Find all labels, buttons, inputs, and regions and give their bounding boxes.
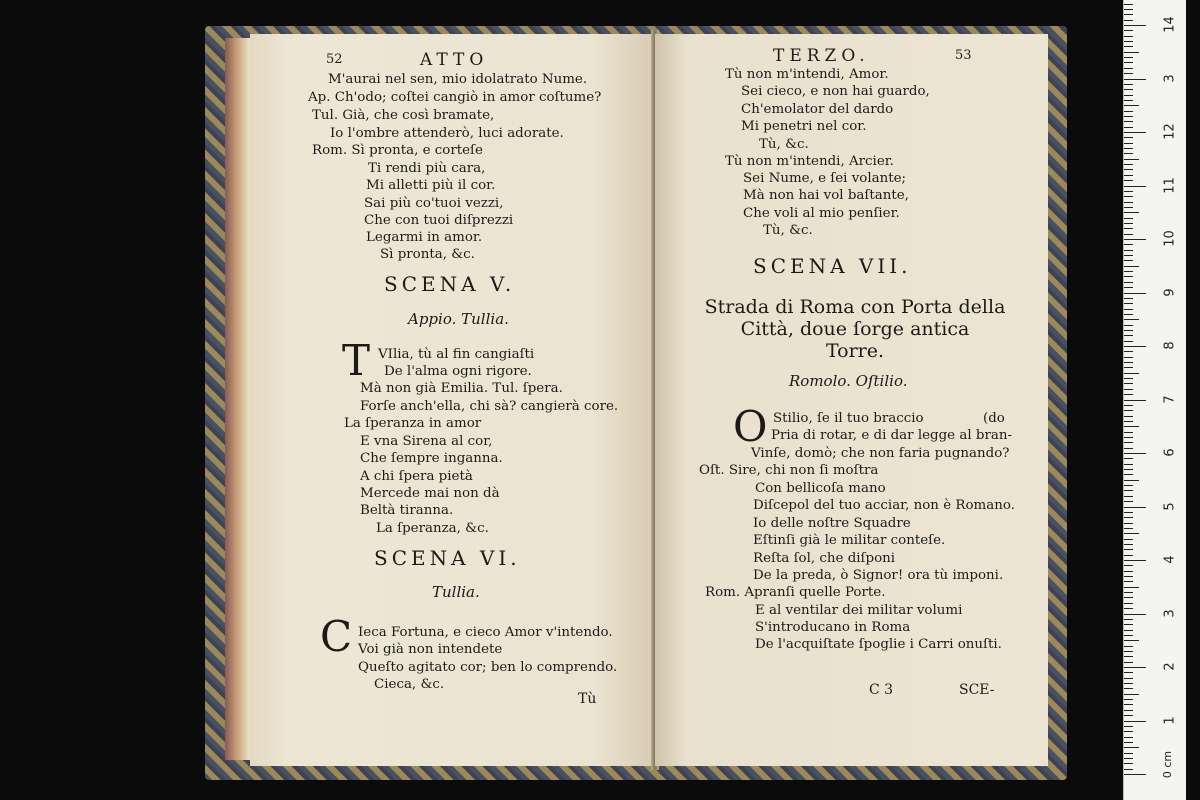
text-line: Ieca Fortuna, e cieco Amor v'intendo. bbox=[358, 625, 613, 640]
ruler-tick bbox=[1124, 437, 1133, 438]
ruler-tick bbox=[1124, 737, 1133, 738]
setting-line: Torre. bbox=[825, 340, 885, 362]
text-line: (do bbox=[983, 411, 1005, 426]
text-line: Che ſempre inganna. bbox=[360, 451, 503, 466]
text-line: Rom. Sì pronta, e corteſe bbox=[312, 143, 483, 158]
ruler-tick bbox=[1124, 549, 1133, 550]
ruler-tick bbox=[1124, 721, 1146, 722]
ruler-tick bbox=[1124, 480, 1139, 481]
text-line: E al ventilar dei militar volumi bbox=[755, 603, 963, 618]
ruler-tick bbox=[1124, 656, 1133, 657]
ruler-tick bbox=[1124, 715, 1133, 716]
ruler-tick bbox=[1124, 587, 1139, 588]
ruler-unit: 0 cm bbox=[1161, 750, 1175, 779]
text-line: Sei Nume, e ſei volante; bbox=[743, 171, 907, 186]
text-line: Mi alletti più il cor. bbox=[366, 178, 496, 193]
ruler-tick bbox=[1124, 597, 1133, 598]
ruler-tick bbox=[1124, 501, 1133, 502]
left-running-head: ATTO bbox=[420, 50, 489, 70]
ruler-tick bbox=[1124, 298, 1133, 299]
ruler-tick bbox=[1124, 137, 1133, 138]
catchword: SCE- bbox=[959, 682, 995, 698]
text-line: Sì pronta, &c. bbox=[380, 247, 475, 262]
ruler-tick bbox=[1124, 367, 1133, 368]
ruler-tick bbox=[1124, 373, 1139, 374]
ruler-tick bbox=[1124, 667, 1146, 668]
ruler-tick bbox=[1124, 266, 1139, 267]
text-line: De la preda, ò Signor! ora tù imponi. bbox=[753, 568, 1004, 583]
ruler-tick bbox=[1124, 416, 1133, 417]
ruler-tick bbox=[1124, 303, 1133, 304]
ruler-tick bbox=[1124, 111, 1133, 112]
text-line: Queſto agitato cor; ben lo comprendo. bbox=[358, 660, 618, 675]
ruler-tick bbox=[1124, 153, 1133, 154]
ruler-tick bbox=[1124, 571, 1133, 572]
text-line: De l'acquiſtate ſpoglie i Carri onuſti. bbox=[755, 637, 1002, 652]
text-line: Mà non già Emilia. Tul. ſpera. bbox=[360, 381, 563, 396]
text-line: Sai più co'tuoi vezzi, bbox=[364, 196, 504, 211]
ruler-tick bbox=[1124, 742, 1133, 743]
ruler-tick bbox=[1124, 121, 1133, 122]
ruler-number: 8 bbox=[1162, 341, 1178, 350]
ruler-tick bbox=[1124, 704, 1133, 705]
ruler-tick bbox=[1124, 105, 1139, 106]
signature-mark: C 3 bbox=[869, 682, 894, 698]
scene-persons: Appio. Tullia. bbox=[408, 310, 509, 328]
ruler-tick bbox=[1124, 688, 1133, 689]
ruler-tick bbox=[1124, 14, 1133, 15]
ruler-tick bbox=[1124, 560, 1146, 561]
ruler-tick bbox=[1124, 62, 1133, 63]
text-line: Sei cieco, e non hai guardo, bbox=[741, 84, 930, 99]
text-line: Mà non hai vol baſtante, bbox=[743, 188, 909, 203]
ruler-tick bbox=[1124, 624, 1133, 625]
ruler-tick bbox=[1124, 250, 1133, 251]
scene-title: SCENA VII. bbox=[753, 254, 912, 278]
text-line: Beltà tiranna. bbox=[360, 503, 454, 518]
right-page bbox=[655, 34, 1048, 766]
ruler-tick bbox=[1124, 46, 1133, 47]
measuring-ruler bbox=[1123, 0, 1186, 800]
ruler-tick bbox=[1124, 276, 1133, 277]
ruler-tick bbox=[1124, 758, 1133, 759]
ruler-tick bbox=[1124, 678, 1133, 679]
text-line: Stilio, ſe il tuo braccio bbox=[773, 411, 924, 426]
ruler-number: 3 bbox=[1162, 608, 1178, 618]
ruler-tick bbox=[1124, 496, 1133, 497]
ruler-tick bbox=[1124, 683, 1133, 684]
ruler-tick bbox=[1124, 576, 1133, 577]
ruler-number: 4 bbox=[1162, 555, 1178, 564]
ruler-tick bbox=[1124, 260, 1133, 261]
ruler-tick bbox=[1124, 351, 1133, 352]
text-line: Tù, &c. bbox=[763, 223, 813, 238]
ruler-tick bbox=[1124, 774, 1146, 775]
ruler-tick bbox=[1124, 630, 1133, 631]
text-line: Io delle noſtre Squadre bbox=[753, 516, 911, 531]
text-line: Ti rendi più cara, bbox=[368, 161, 486, 176]
ruler-tick bbox=[1124, 132, 1146, 133]
ruler-tick bbox=[1124, 469, 1133, 470]
ruler-tick bbox=[1124, 271, 1133, 272]
text-line: Che voli al mio penſier. bbox=[743, 206, 900, 221]
ruler-tick bbox=[1124, 95, 1133, 96]
ruler-tick bbox=[1124, 539, 1133, 540]
ruler-tick bbox=[1124, 20, 1133, 21]
text-line: Oſt. Sire, chi non ſi moſtra bbox=[699, 463, 879, 478]
ruler-tick bbox=[1124, 699, 1133, 700]
ruler-tick bbox=[1124, 84, 1133, 85]
text-line: Pria di rotar, e di dar legge al bran- bbox=[771, 428, 1012, 443]
ruler-tick bbox=[1124, 753, 1133, 754]
ruler-tick bbox=[1124, 175, 1133, 176]
ruler-tick bbox=[1124, 89, 1133, 90]
text-line: Eſtinſi già le militar conteſe. bbox=[753, 533, 946, 548]
ruler-tick bbox=[1124, 79, 1146, 80]
ruler-tick bbox=[1124, 30, 1133, 31]
ruler-tick bbox=[1124, 747, 1139, 748]
ruler-number: 14 bbox=[1162, 16, 1178, 33]
ruler-tick bbox=[1124, 180, 1133, 181]
ruler-tick bbox=[1124, 202, 1133, 203]
ruler-tick bbox=[1124, 512, 1133, 513]
text-line: M'aurai nel sen, mio idolatrato Nume. bbox=[328, 72, 588, 87]
text-line: Ch'emolator del dardo bbox=[741, 102, 894, 117]
ruler-tick bbox=[1124, 421, 1133, 422]
ruler-number: 10 bbox=[1162, 230, 1178, 247]
ruler-tick bbox=[1124, 517, 1133, 518]
ruler-tick bbox=[1124, 383, 1133, 384]
scene-setting bbox=[695, 296, 1015, 362]
text-line: S'introducano in Roma bbox=[755, 620, 911, 635]
ruler-tick bbox=[1124, 127, 1133, 128]
ruler-tick bbox=[1124, 694, 1139, 695]
ruler-number: 9 bbox=[1162, 287, 1178, 297]
ruler-tick bbox=[1124, 255, 1133, 256]
text-line: Cieca, &c. bbox=[374, 677, 445, 692]
ruler-tick bbox=[1124, 533, 1139, 534]
ruler-tick bbox=[1124, 555, 1133, 556]
ruler-tick bbox=[1124, 244, 1133, 245]
text-line: Tul. Già, che così bramate, bbox=[312, 108, 495, 123]
ruler-tick bbox=[1124, 73, 1133, 74]
right-running-head: TERZO. bbox=[773, 46, 870, 66]
ruler-tick bbox=[1124, 143, 1133, 144]
ruler-tick bbox=[1124, 464, 1133, 465]
text-line: Tù non m'intendi, Arcier. bbox=[725, 154, 894, 169]
ruler-tick bbox=[1124, 282, 1133, 283]
ruler-tick bbox=[1124, 646, 1133, 647]
ruler-tick bbox=[1124, 41, 1133, 42]
ruler-tick bbox=[1124, 490, 1133, 491]
ruler-tick bbox=[1124, 25, 1146, 26]
ruler-tick bbox=[1124, 212, 1139, 213]
ruler-tick bbox=[1124, 763, 1133, 764]
ruler-tick bbox=[1124, 319, 1139, 320]
ruler-number: 11 bbox=[1162, 176, 1178, 194]
ruler-tick bbox=[1124, 581, 1133, 582]
ruler-tick bbox=[1124, 335, 1133, 336]
ruler-tick bbox=[1124, 362, 1133, 363]
ruler-tick bbox=[1124, 346, 1146, 347]
ruler-tick bbox=[1124, 614, 1146, 615]
text-line: Mercede mai non dà bbox=[360, 486, 500, 501]
text-line: Mi penetri nel cor. bbox=[741, 119, 867, 134]
text-line: Voi già non intendete bbox=[358, 642, 503, 657]
ruler-tick bbox=[1124, 608, 1133, 609]
text-line: Tù, &c. bbox=[759, 137, 809, 152]
ruler-tick bbox=[1124, 68, 1133, 69]
ruler-tick bbox=[1124, 592, 1133, 593]
ruler-tick bbox=[1124, 710, 1133, 711]
ruler-tick bbox=[1124, 116, 1133, 117]
ruler-number: 5 bbox=[1162, 501, 1178, 511]
ruler-tick bbox=[1124, 52, 1139, 53]
text-line: Ap. Ch'odo; coſtei cangiò in amor coſtume? bbox=[308, 90, 602, 105]
ruler-tick bbox=[1124, 726, 1133, 727]
ruler-tick bbox=[1124, 330, 1133, 331]
ruler-tick bbox=[1124, 100, 1133, 101]
ruler-tick bbox=[1124, 474, 1133, 475]
ruler-tick bbox=[1124, 485, 1133, 486]
ruler-tick bbox=[1124, 293, 1146, 294]
ruler-tick bbox=[1124, 651, 1133, 652]
scene-title: SCENA V. bbox=[384, 272, 516, 296]
text-line: Con bellicoſa mano bbox=[755, 481, 886, 496]
ruler-tick bbox=[1124, 207, 1133, 208]
ruler-tick bbox=[1124, 169, 1133, 170]
ruler-tick bbox=[1124, 528, 1133, 529]
catchword: Tù bbox=[578, 691, 597, 707]
ruler-number: 1 bbox=[1162, 715, 1178, 725]
ruler-tick bbox=[1124, 4, 1133, 5]
ruler-tick bbox=[1124, 507, 1146, 508]
text-line: Rom. Apranſi quelle Porte. bbox=[705, 585, 886, 600]
ruler-tick bbox=[1124, 196, 1133, 197]
ruler-tick bbox=[1124, 432, 1133, 433]
ruler-number: 3 bbox=[1162, 73, 1178, 83]
ruler-tick bbox=[1124, 394, 1133, 395]
ruler-tick bbox=[1124, 378, 1133, 379]
ruler-tick bbox=[1124, 389, 1133, 390]
ruler-tick bbox=[1124, 544, 1133, 545]
text-line: Vinſe, domò; che non faria pugnando? bbox=[751, 446, 1010, 461]
left-page-number: 52 bbox=[326, 52, 343, 67]
ruler-tick bbox=[1124, 57, 1133, 58]
text-line: Io l'ombre attenderò, luci adorate. bbox=[330, 126, 564, 141]
ruler-tick bbox=[1124, 234, 1133, 235]
text-line: Forſe anch'ella, chi sà? cangierà core. bbox=[360, 399, 619, 414]
text-line: VIlia, tù al fin cangiaſti bbox=[378, 347, 535, 362]
ruler-tick bbox=[1124, 309, 1133, 310]
ruler-tick bbox=[1124, 453, 1146, 454]
ruler-number: 12 bbox=[1162, 123, 1178, 140]
ruler-tick bbox=[1124, 186, 1146, 187]
text-line: La ſperanza, &c. bbox=[376, 521, 489, 536]
ruler-tick bbox=[1124, 731, 1133, 732]
setting-line: Città, doue ſorge antica bbox=[740, 318, 970, 340]
ruler-tick bbox=[1124, 218, 1133, 219]
left-page bbox=[250, 34, 653, 766]
ruler-tick bbox=[1124, 442, 1133, 443]
ruler-tick bbox=[1124, 769, 1133, 770]
text-line: A chi ſpera pietà bbox=[360, 469, 473, 484]
ruler-tick bbox=[1124, 603, 1133, 604]
scene-persons: Tullia. bbox=[432, 583, 480, 601]
drop-cap: T bbox=[342, 336, 371, 385]
ruler-tick bbox=[1124, 672, 1133, 673]
ruler-tick bbox=[1124, 426, 1139, 427]
ruler-tick bbox=[1124, 148, 1133, 149]
ruler-tick bbox=[1124, 159, 1139, 160]
ruler-tick bbox=[1124, 635, 1133, 636]
text-line: Legarmi in amor. bbox=[366, 230, 483, 245]
scene-title: SCENA VI. bbox=[374, 546, 521, 570]
ruler-tick bbox=[1124, 619, 1133, 620]
drop-cap: O bbox=[733, 402, 768, 451]
text-line: Che con tuoi diſprezzi bbox=[364, 213, 514, 228]
ruler-tick bbox=[1124, 400, 1146, 401]
ruler-tick bbox=[1124, 341, 1133, 342]
right-page-number: 53 bbox=[955, 48, 972, 63]
ruler-tick bbox=[1124, 287, 1133, 288]
drop-cap: C bbox=[320, 612, 353, 661]
ruler-tick bbox=[1124, 357, 1133, 358]
setting-line: Strada di Roma con Porta della bbox=[704, 296, 1006, 318]
ruler-tick bbox=[1124, 405, 1133, 406]
text-line: E vna Sirena al cor, bbox=[360, 434, 493, 449]
text-line: De l'alma ogni rigore. bbox=[384, 364, 532, 379]
ruler-tick bbox=[1124, 448, 1133, 449]
ruler-tick bbox=[1124, 228, 1133, 229]
ruler-tick bbox=[1124, 314, 1133, 315]
ruler-tick bbox=[1124, 325, 1133, 326]
ruler-number: 6 bbox=[1162, 448, 1178, 457]
text-line: Diſcepol del tuo acciar, non è Romano. bbox=[753, 498, 1015, 513]
ruler-number: 2 bbox=[1162, 662, 1178, 671]
ruler-tick bbox=[1124, 223, 1133, 224]
ruler-tick bbox=[1124, 9, 1133, 10]
ruler-tick bbox=[1124, 458, 1133, 459]
ruler-tick bbox=[1124, 523, 1133, 524]
ruler-number: 7 bbox=[1162, 394, 1178, 404]
ruler-tick bbox=[1124, 36, 1133, 37]
ruler-tick bbox=[1124, 640, 1139, 641]
ruler-tick bbox=[1124, 565, 1133, 566]
text-line: Reſta ſol, che diſponi bbox=[753, 551, 896, 566]
text-line: Tù non m'intendi, Amor. bbox=[725, 67, 889, 82]
ruler-tick bbox=[1124, 662, 1133, 663]
scene-persons: Romolo. Oſtilio. bbox=[789, 372, 908, 390]
ruler-tick bbox=[1124, 164, 1133, 165]
text-line: La ſperanza in amor bbox=[344, 416, 482, 431]
ruler-tick bbox=[1124, 191, 1133, 192]
ruler-tick bbox=[1124, 410, 1133, 411]
ruler-tick bbox=[1124, 239, 1146, 240]
